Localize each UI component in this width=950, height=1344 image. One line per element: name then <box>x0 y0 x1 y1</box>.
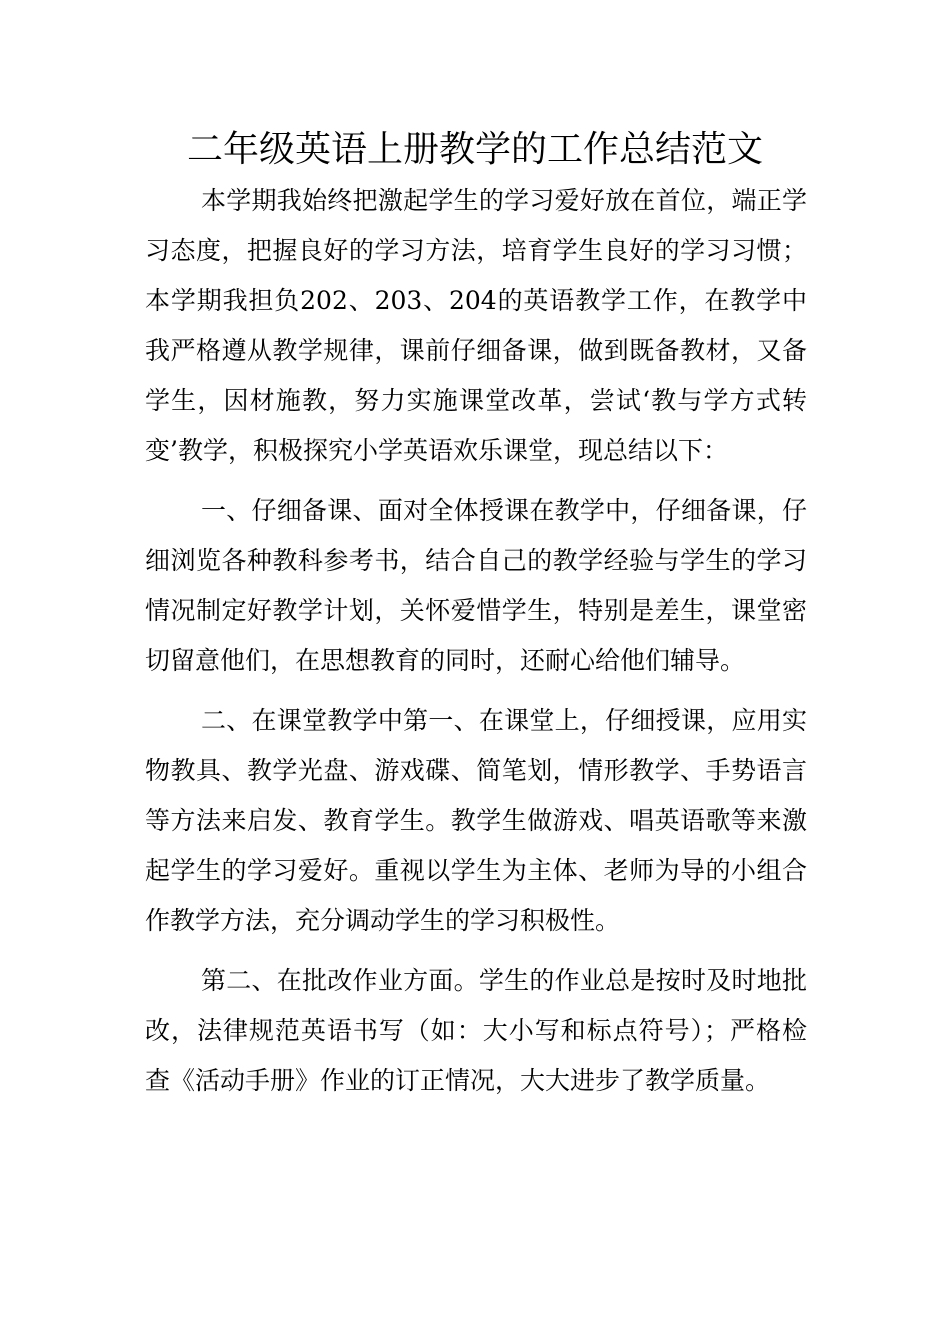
document-body <box>145 176 807 1116</box>
document-title: 二年级英语上册教学的工作总结范文 <box>186 129 763 170</box>
paragraph-section-two: 二、在课堂教学中第一、在课堂上，仔细授课，应用实物教具、教学光盘、游戏碟、简笔划，情形教学、手势语言等方法来启发、教育学生。教学生做游戏、唱英语歌等来激起学生的学习爱好。重视以学生为主体、老师为导的小组合作教学方法，充分调动学生的学习积极性。 <box>145 706 807 935</box>
paragraph-intro: 本学期我始终把激起学生的学习爱好放在首位，端正学习态度，把握良好的学习方法，培育学生良好的学习习惯；本学期我担负202、203、204的英语教学工作，在教学中我严格遵从教学规律，课前仔细备课，做到既备教材，又备学生，因材施教，努力实施课堂改革，尝试‘教与学方式转变’教学，积极探究小学英语欢乐课堂，现总结以下： <box>145 186 807 465</box>
paragraph-homework: 第二、在批改作业方面。学生的作业总是按时及时地批改，法律规范英语书写（如：大小写和标点符号）；严格检查《活动手册》作业的订正情况，大大进步了教学质量。 <box>145 966 807 1095</box>
paragraph-section-one: 一、仔细备课、面对全体授课在教学中，仔细备课，仔细浏览各种教科参考书，结合自己的教学经验与学生的学习情况制定好教学计划，关怀爱惜学生，特别是差生，课堂密切留意他们，在思想教育的同时，还耐心给他们辅导。 <box>145 496 807 675</box>
